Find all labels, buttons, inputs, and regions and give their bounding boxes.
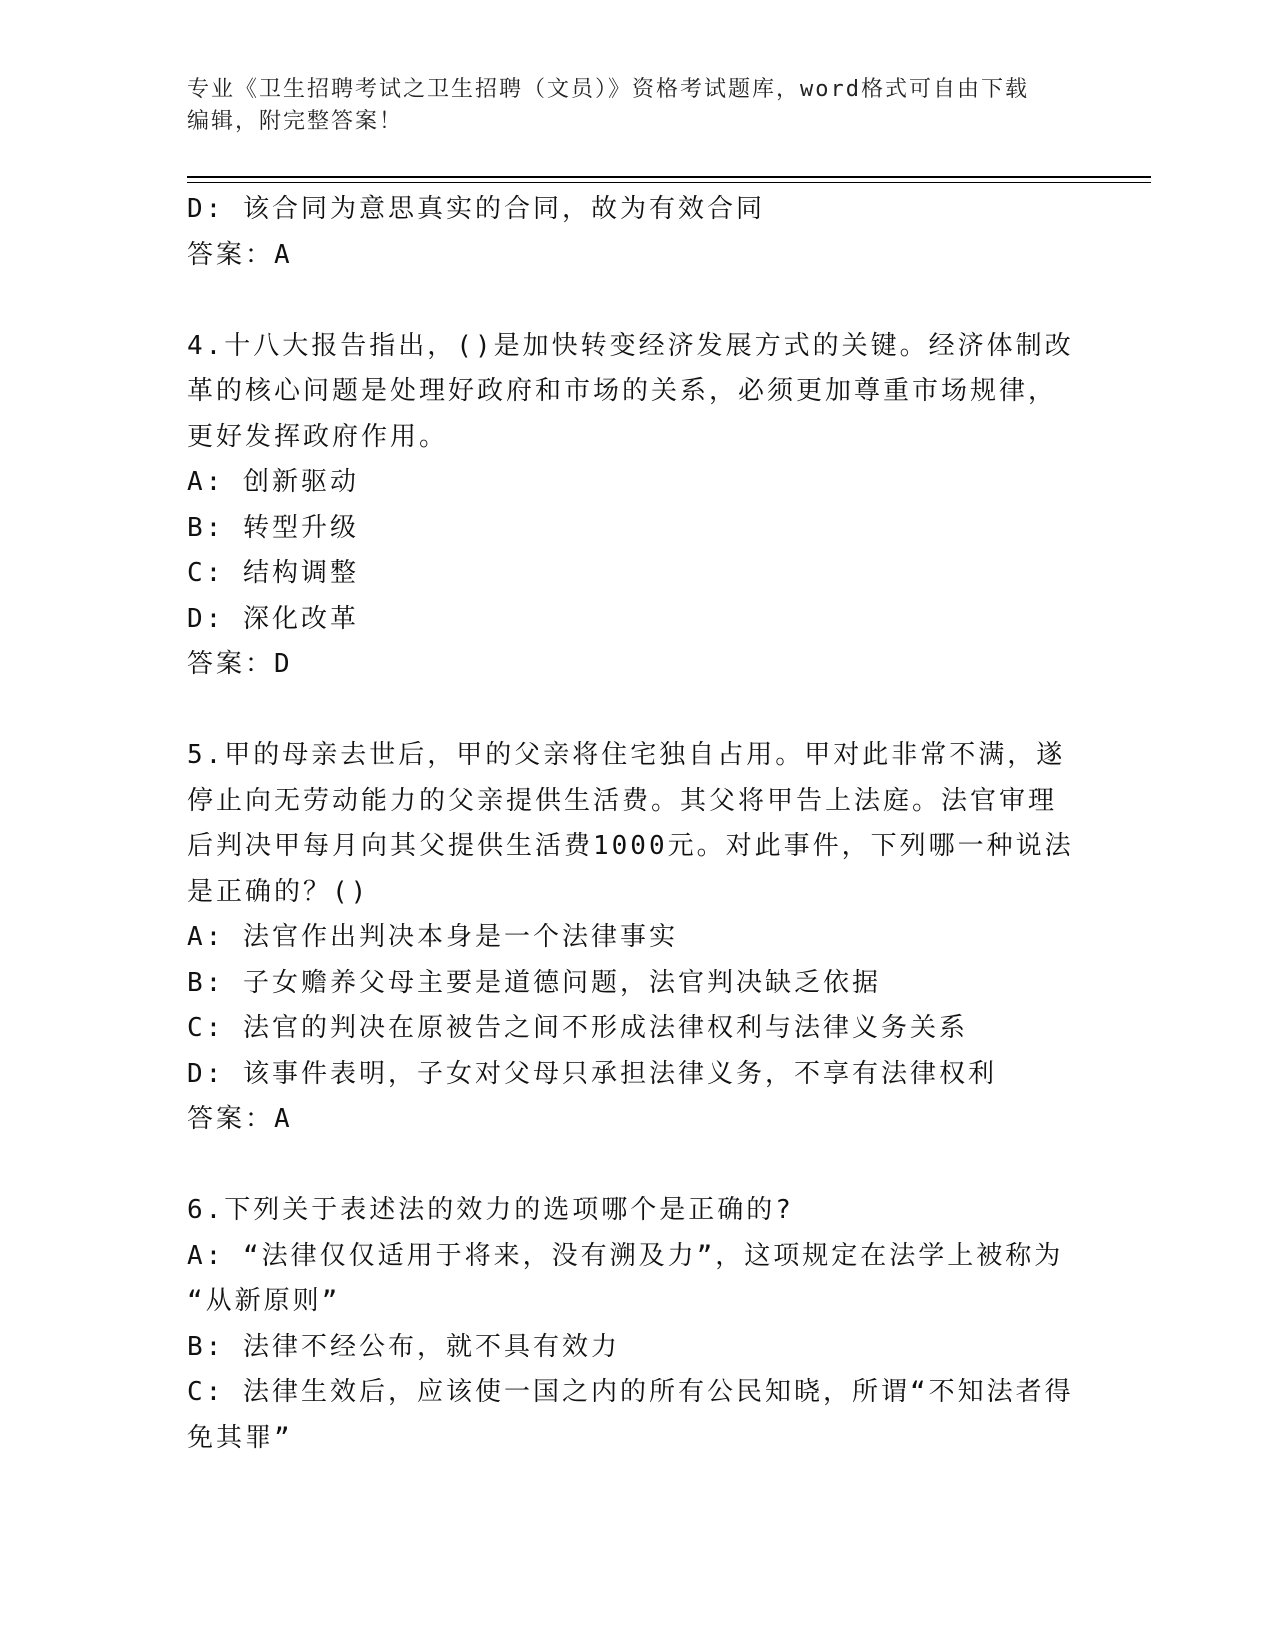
header-rule-thin <box>187 182 1151 183</box>
question-stem-line: 4.十八大报告指出，()是加快转变经济发展方式的关键。经济体制改 <box>187 330 1074 361</box>
option-d: D: 深化改革 <box>187 603 359 634</box>
answer <box>187 1097 1087 1143</box>
answer-label: 答案： <box>187 239 275 270</box>
answer-value: A <box>274 239 293 270</box>
option-b: B: 转型升级 <box>187 512 359 543</box>
header-line-2: 编辑，附完整答案！ <box>187 109 404 134</box>
option-a: A: 创新驱动 <box>187 467 359 497</box>
question-4 <box>187 324 1087 688</box>
answer-label: 答案： <box>187 649 275 679</box>
question-stem-line: 停止向无劳动能力的父亲提供生活费。其父将甲告上法庭。法官审理 <box>187 785 1058 816</box>
question-stem-line: 是正确的？() <box>187 876 370 907</box>
spacer <box>187 1143 1087 1189</box>
spacer <box>187 688 1087 734</box>
option-a-continued: “从新原则” <box>187 1286 341 1316</box>
option-c: C: 结构调整 <box>187 558 359 588</box>
prev-option-d: D: 该合同为意思真实的合同，故为有效合同 <box>187 194 765 224</box>
answer-label: 答案： <box>187 1104 275 1134</box>
option-c: C: 法律生效后，应该使一国之内的所有公民知晓，所谓“不知法者得 <box>187 1377 1074 1407</box>
answer-value: D <box>274 649 293 679</box>
question-5 <box>187 733 1087 1143</box>
question-stem-line: 5.甲的母亲去世后，甲的父亲将住宅独自占用。甲对此非常不满，遂 <box>187 740 1066 770</box>
question-stem-line: 后判决甲每月向其父提供生活费1000元。对此事件，下列哪一种说法 <box>187 831 1074 861</box>
option-c: C: 法官的判决在原被告之间不形成法律权利与法律义务关系 <box>187 1013 968 1043</box>
spacer <box>187 278 1087 324</box>
document-header <box>187 74 1067 138</box>
question-6 <box>187 1188 1087 1461</box>
header-line-1: 专业《卫生招聘考试之卫生招聘（文员）》资格考试题库，word格式可自由下载 <box>187 77 1029 102</box>
option-b: B: 法律不经公布，就不具有效力 <box>187 1331 620 1362</box>
option-b: B: 子女赡养父母主要是道德问题，法官判决缺乏依据 <box>187 967 881 998</box>
header-rule-thick <box>187 176 1151 178</box>
prev-answer <box>187 233 1087 279</box>
answer <box>187 642 1087 688</box>
option-d: D: 该事件表明，子女对父母只承担法律义务，不享有法律权利 <box>187 1058 997 1089</box>
document-body <box>187 187 1087 1461</box>
question-stem-line: 更好发挥政府作用。 <box>187 421 449 452</box>
option-c-continued: 免其罪” <box>187 1422 293 1453</box>
option-a: A: “法律仅仅适用于将来，没有溯及力”，这项规定在法学上被称为 <box>187 1240 1064 1271</box>
question-stem-line: 6.下列关于表述法的效力的选项哪个是正确的? <box>187 1195 794 1225</box>
option-a: A: 法官作出判决本身是一个法律事实 <box>187 922 678 952</box>
question-stem-line: 革的核心问题是处理好政府和市场的关系，必须更加尊重市场规律， <box>187 376 1058 406</box>
answer-value: A <box>274 1104 293 1134</box>
